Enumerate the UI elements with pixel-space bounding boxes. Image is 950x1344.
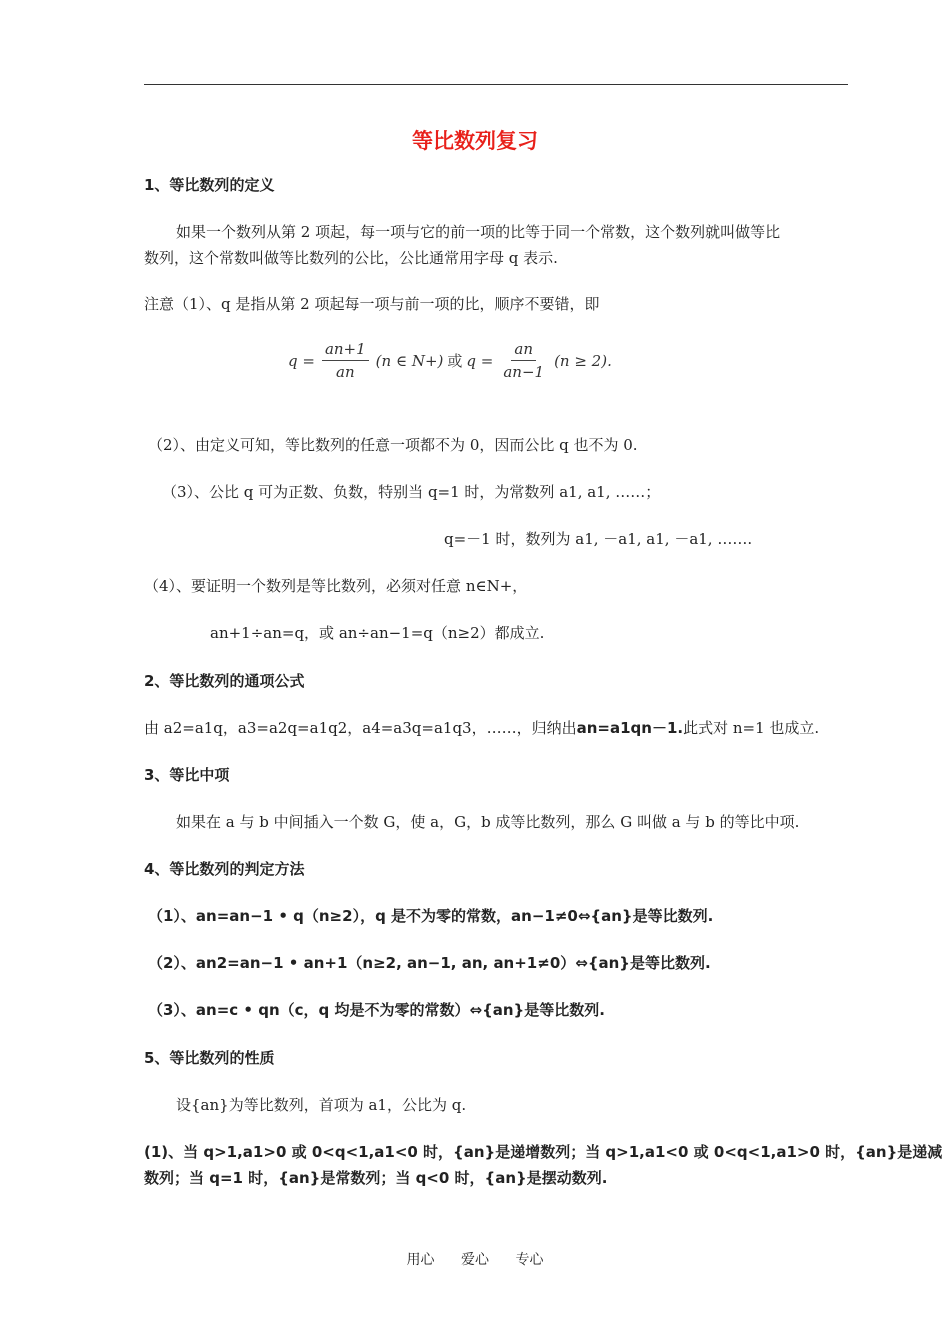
general-term-line	[144, 718, 819, 738]
definition-line-2: 数列，这个常数叫做等比数列的公比，公比通常用字母 q 表示.	[144, 249, 558, 267]
definition-line-1: 如果一个数列从第 2 项起，每一项与它的前一项的比等于同一个常数，这个数列就叫做等比	[176, 223, 781, 241]
criterion-2: （2）、an2=an−1 • an+1（n≥2, an−1, an, an+1≠0）⇔{an}是等比数列.	[148, 954, 711, 972]
formula-or: 或	[447, 352, 463, 370]
criterion-3: （3）、an=c • qn（c，q 均是不为零的常数）⇔{an}是等比数列.	[148, 1001, 605, 1019]
ratio-formula	[288, 340, 612, 381]
note-3: （3）、公比 q 可为正数、负数，特别当 q=1 时，为常数列 a1, a1, ……；	[162, 483, 661, 501]
note-4-continued: an+1÷an=q，或 an÷an−1=q（n≥2）都成立.	[210, 624, 545, 642]
note-1: 注意（1）、q 是指从第 2 项起每一项与前一项的比，顺序不要错，即	[144, 295, 600, 313]
general-term-formula: an=a1qn－1.	[576, 719, 684, 737]
section-1-heading: 1、等比数列的定义	[144, 176, 275, 194]
page-title: 等比数列复习	[412, 129, 538, 153]
general-term-derivation: 由 a2=a1q，a3=a2q=a1q2，a4=a3q=a1q3，……，归纳出	[144, 719, 577, 737]
formula-q-eq-2: q =	[466, 351, 494, 370]
note-4: （4）、要证明一个数列是等比数列，必须对任意 n∈N+，	[144, 577, 528, 595]
properties-intro: 设{an}为等比数列，首项为 a1，公比为 q.	[176, 1096, 467, 1114]
fraction-2-denominator: an−1	[503, 363, 545, 381]
fraction-2-numerator: an	[511, 340, 536, 361]
note-2: （2）、由定义可知，等比数列的任意一项都不为 0，因而公比 q 也不为 0.	[148, 436, 638, 454]
formula-q-eq-1: q =	[288, 351, 315, 370]
fraction-1-denominator: an	[336, 363, 355, 381]
section-3-heading: 3、等比中项	[144, 766, 230, 784]
fraction-1-numerator: an+1	[322, 340, 369, 361]
geometric-mean-text: 如果在 a 与 b 中间插入一个数 G，使 a，G，b 成等比数列，那么 G 叫做 a 与 b 的等比中项.	[176, 813, 800, 831]
general-term-note: 此式对 n=1 也成立.	[683, 719, 820, 737]
fraction-1	[322, 340, 369, 381]
formula-condition-1: (n ∈ N+)	[375, 351, 444, 370]
section-2-heading: 2、等比数列的通项公式	[144, 672, 305, 690]
page-footer: 用心 爱心 专心	[406, 1252, 544, 1268]
property-1-line-2: 数列；当 q=1 时，{an}是常数列；当 q<0 时，{an}是摆动数列.	[144, 1169, 608, 1187]
note-3-continued: q=－1 时，数列为 a1, －a1, a1, －a1, …….	[444, 530, 753, 548]
formula-condition-2: (n ≥ 2).	[554, 351, 612, 370]
section-5-heading: 5、等比数列的性质	[144, 1049, 275, 1067]
header-rule	[144, 84, 848, 85]
section-4-heading: 4、等比数列的判定方法	[144, 860, 305, 878]
property-1-line-1: (1)、当 q>1,a1>0 或 0<q<1,a1<0 时，{an}是递增数列；当 q>1,a1<0 或 0<q<1,a1>0 时，{an}是递减	[144, 1143, 943, 1161]
fraction-2	[500, 340, 547, 381]
criterion-1: （1）、an=an−1 • q（n≥2），q 是不为零的常数，an−1≠0⇔{an}是等比数列.	[148, 907, 714, 925]
